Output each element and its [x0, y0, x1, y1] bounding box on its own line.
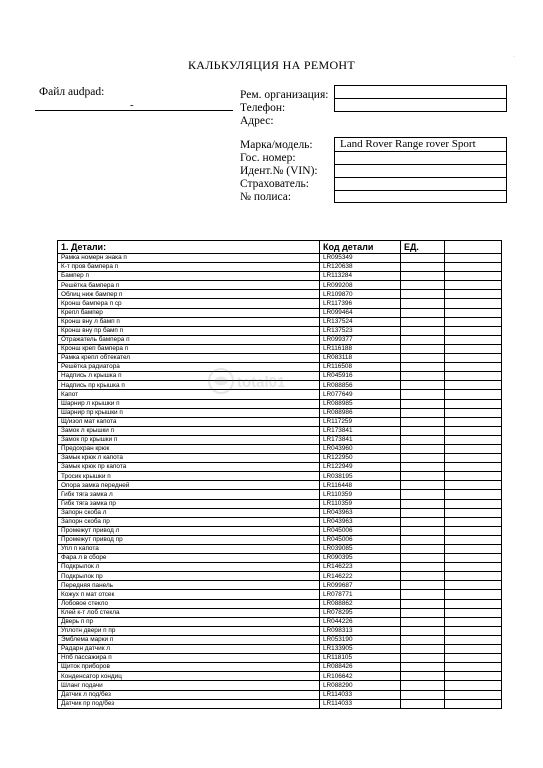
- unit-cell: [401, 317, 445, 326]
- part-code-cell: LR116188: [320, 344, 401, 353]
- unit-cell: [401, 554, 445, 563]
- part-name-cell: Облиц ниж бампер п: [58, 290, 320, 299]
- extra-cell: [445, 444, 502, 453]
- part-name-cell: Замок пр крышки п: [58, 435, 320, 444]
- table-row: [58, 663, 502, 672]
- policyholder-field[interactable]: [335, 178, 506, 191]
- part-name-cell: Шарнир л крышки п: [58, 399, 320, 408]
- table-row: [58, 699, 502, 708]
- part-name-cell: Радарн датчик л: [58, 645, 320, 654]
- extra-cell: [445, 508, 502, 517]
- table-row: [58, 590, 502, 599]
- unit-cell: [401, 472, 445, 481]
- header-parts: 1. Детали:: [58, 241, 320, 254]
- unit-cell: [401, 490, 445, 499]
- part-name-cell: Предохран крюк: [58, 444, 320, 453]
- extra-cell: [445, 454, 502, 463]
- header-extra: [445, 241, 502, 254]
- part-name-cell: Гибк тяга замка пр: [58, 499, 320, 508]
- unit-cell: [401, 599, 445, 608]
- extra-cell: [445, 663, 502, 672]
- part-code-cell: LR088986: [320, 408, 401, 417]
- table-row: [58, 672, 502, 681]
- extra-cell: [445, 626, 502, 635]
- table-row: [58, 408, 502, 417]
- table-row: [58, 472, 502, 481]
- part-code-cell: LR110359: [320, 499, 401, 508]
- part-code-cell: LR109870: [320, 290, 401, 299]
- part-code-cell: LR099687: [320, 581, 401, 590]
- extra-cell: [445, 372, 502, 381]
- unit-cell: [401, 645, 445, 654]
- part-name-cell: Капот: [58, 390, 320, 399]
- extra-cell: [445, 344, 502, 353]
- part-code-cell: LR098313: [320, 626, 401, 635]
- part-code-cell: LR110359: [320, 490, 401, 499]
- unit-cell: [401, 690, 445, 699]
- extra-cell: [445, 408, 502, 417]
- plate-label: Гос. номер:: [240, 152, 296, 164]
- unit-cell: [401, 408, 445, 417]
- unit-cell: [401, 381, 445, 390]
- part-name-cell: Замок л крышки п: [58, 426, 320, 435]
- part-name-cell: Клей к-т лоб стекла: [58, 608, 320, 617]
- document-title: КАЛЬКУЛЯЦИЯ НА РЕМОНТ: [187, 58, 356, 72]
- part-code-cell: LR099208: [320, 281, 401, 290]
- table-row: [58, 454, 502, 463]
- table-row: [58, 654, 502, 663]
- part-name-cell: Датчик л под/без: [58, 690, 320, 699]
- extra-cell: [445, 635, 502, 644]
- part-code-cell: LR137523: [320, 326, 401, 335]
- unit-cell: [401, 508, 445, 517]
- unit-cell: [401, 545, 445, 554]
- file-underline: [35, 110, 233, 111]
- unit-cell: [401, 526, 445, 535]
- part-code-cell: LR088426: [320, 663, 401, 672]
- part-code-cell: LR043963: [320, 508, 401, 517]
- part-name-cell: Эмблема марки п: [58, 635, 320, 644]
- parts-table-header: [58, 241, 502, 254]
- extra-cell: [445, 499, 502, 508]
- parts-table: [57, 240, 502, 709]
- table-row: [58, 481, 502, 490]
- page-marker: ·: [513, 54, 515, 60]
- extra-cell: [445, 399, 502, 408]
- part-code-cell: LR120638: [320, 263, 401, 272]
- part-name-cell: Надпись пр крышка п: [58, 381, 320, 390]
- part-code-cell: LR090395: [320, 554, 401, 563]
- table-row: [58, 254, 502, 263]
- extra-cell: [445, 526, 502, 535]
- part-name-cell: Запорн скоба л: [58, 508, 320, 517]
- extra-cell: [445, 554, 502, 563]
- extra-cell: [445, 608, 502, 617]
- part-code-cell: LR078771: [320, 590, 401, 599]
- part-name-cell: К-т пров бампера п: [58, 263, 320, 272]
- extra-cell: [445, 645, 502, 654]
- extra-cell: [445, 690, 502, 699]
- extra-cell: [445, 254, 502, 263]
- part-name-cell: Надпись л крышка п: [58, 372, 320, 381]
- extra-cell: [445, 590, 502, 599]
- part-code-cell: LR118105: [320, 654, 401, 663]
- extra-cell: [445, 390, 502, 399]
- unit-cell: [401, 290, 445, 299]
- table-row: [58, 599, 502, 608]
- extra-cell: [445, 599, 502, 608]
- watermark-logo: [207, 362, 317, 400]
- part-code-cell: LR043960: [320, 444, 401, 453]
- vin-label: Идент.№ (VIN):: [240, 165, 318, 177]
- part-name-cell: Передняя панель: [58, 581, 320, 590]
- table-row: [58, 526, 502, 535]
- extra-cell: [445, 263, 502, 272]
- table-row: [58, 317, 502, 326]
- part-code-cell: LR043963: [320, 517, 401, 526]
- unit-cell: [401, 335, 445, 344]
- header-part-code: Код детали: [320, 241, 401, 254]
- part-name-cell: Датчик пр под/без: [58, 699, 320, 708]
- part-code-cell: LR116508: [320, 363, 401, 372]
- part-name-cell: Рамка крепл обтекател: [58, 354, 320, 363]
- extra-cell: [445, 545, 502, 554]
- file-label: Файл audpad:: [39, 86, 105, 98]
- part-code-cell: LR077649: [320, 390, 401, 399]
- part-code-cell: LR122949: [320, 463, 401, 472]
- table-row: [58, 517, 502, 526]
- unit-cell: [401, 308, 445, 317]
- table-row: [58, 308, 502, 317]
- table-row: [58, 608, 502, 617]
- table-row: [58, 554, 502, 563]
- part-name-cell: Замык крюк л капота: [58, 454, 320, 463]
- unit-cell: [401, 263, 445, 272]
- part-code-cell: LR088862: [320, 599, 401, 608]
- part-name-cell: Рамка номерн знака п: [58, 254, 320, 263]
- unit-cell: [401, 699, 445, 708]
- unit-cell: [401, 581, 445, 590]
- unit-cell: [401, 454, 445, 463]
- part-name-cell: Крепл бампер: [58, 308, 320, 317]
- part-code-cell: LR116448: [320, 481, 401, 490]
- extra-cell: [445, 563, 502, 572]
- org-fields-box: [334, 85, 507, 112]
- unit-cell: [401, 444, 445, 453]
- repair-org-label: Рем. организация:: [240, 89, 329, 101]
- extra-cell: [445, 354, 502, 363]
- extra-cell: [445, 463, 502, 472]
- part-name-cell: Кронш вну пр бамп п: [58, 326, 320, 335]
- policy-number-label: № полиса:: [240, 191, 292, 203]
- extra-cell: [445, 363, 502, 372]
- extra-cell: [445, 326, 502, 335]
- table-row: [58, 281, 502, 290]
- part-code-cell: LR113284: [320, 272, 401, 281]
- table-row: [58, 681, 502, 690]
- extra-cell: [445, 281, 502, 290]
- unit-cell: [401, 399, 445, 408]
- plate-field[interactable]: [335, 152, 506, 165]
- table-row: [58, 617, 502, 626]
- unit-cell: [401, 426, 445, 435]
- address-label: Адрес:: [240, 115, 274, 127]
- part-name-cell: Тросик крышки п: [58, 472, 320, 481]
- table-row: [58, 581, 502, 590]
- extra-cell: [445, 672, 502, 681]
- unit-cell: [401, 299, 445, 308]
- extra-cell: [445, 335, 502, 344]
- table-row: [58, 508, 502, 517]
- part-name-cell: Решётка бампера п: [58, 281, 320, 290]
- unit-cell: [401, 272, 445, 281]
- unit-cell: [401, 354, 445, 363]
- part-name-cell: Кронш вну л бамп п: [58, 317, 320, 326]
- part-name-cell: Промежут привод пр: [58, 535, 320, 544]
- unit-cell: [401, 326, 445, 335]
- table-row: [58, 344, 502, 353]
- part-code-cell: LR106642: [320, 672, 401, 681]
- unit-cell: [401, 681, 445, 690]
- unit-cell: [401, 590, 445, 599]
- unit-cell: [401, 563, 445, 572]
- part-name-cell: Щ/изол мат капота: [58, 417, 320, 426]
- part-code-cell: LR044226: [320, 617, 401, 626]
- part-code-cell: LR039085: [320, 545, 401, 554]
- part-name-cell: Кожух п мат отсек: [58, 590, 320, 599]
- unit-cell: [401, 654, 445, 663]
- part-code-cell: LR095349: [320, 254, 401, 263]
- repair-org-field[interactable]: [335, 86, 506, 99]
- table-row: [58, 499, 502, 508]
- extra-cell: [445, 308, 502, 317]
- extra-cell: [445, 654, 502, 663]
- table-row: [58, 690, 502, 699]
- part-name-cell: Отражатель бампера п: [58, 335, 320, 344]
- extra-cell: [445, 272, 502, 281]
- extra-cell: [445, 426, 502, 435]
- part-code-cell: LR053190: [320, 635, 401, 644]
- unit-cell: [401, 572, 445, 581]
- table-row: [58, 645, 502, 654]
- part-code-cell: LR146223: [320, 563, 401, 572]
- part-code-cell: LR117259: [320, 417, 401, 426]
- part-code-cell: LR117396: [320, 299, 401, 308]
- unit-cell: [401, 517, 445, 526]
- table-row: [58, 563, 502, 572]
- part-code-cell: LR137524: [320, 317, 401, 326]
- part-name-cell: Гибк тяга замка л: [58, 490, 320, 499]
- part-code-cell: LR146222: [320, 572, 401, 581]
- unit-cell: [401, 635, 445, 644]
- table-row: [58, 635, 502, 644]
- unit-cell: [401, 463, 445, 472]
- part-name-cell: Кронш бампера п ср: [58, 299, 320, 308]
- policy-number-field[interactable]: [335, 191, 506, 202]
- part-code-cell: LR122950: [320, 454, 401, 463]
- table-row: [58, 463, 502, 472]
- table-row: [58, 417, 502, 426]
- table-row: [58, 572, 502, 581]
- extra-cell: [445, 517, 502, 526]
- unit-cell: [401, 481, 445, 490]
- unit-cell: [401, 372, 445, 381]
- part-name-cell: Шарнир пр крышки п: [58, 408, 320, 417]
- extra-cell: [445, 481, 502, 490]
- extra-cell: [445, 435, 502, 444]
- part-code-cell: LR114033: [320, 690, 401, 699]
- unit-cell: [401, 435, 445, 444]
- extra-cell: [445, 572, 502, 581]
- extra-cell: [445, 299, 502, 308]
- extra-cell: [445, 581, 502, 590]
- part-name-cell: Решётка радиатора: [58, 363, 320, 372]
- extra-cell: [445, 699, 502, 708]
- table-row: [58, 435, 502, 444]
- part-name-cell: Дверь п пр: [58, 617, 320, 626]
- part-name-cell: Нпб пассажира п: [58, 654, 320, 663]
- part-name-cell: Лобовое стекло: [58, 599, 320, 608]
- part-code-cell: LR088290: [320, 681, 401, 690]
- make-model-field[interactable]: Land Rover Range rover Sport: [335, 138, 506, 152]
- phone-field[interactable]: [335, 99, 506, 111]
- vin-field[interactable]: [335, 165, 506, 178]
- extra-cell: [445, 417, 502, 426]
- extra-cell: [445, 681, 502, 690]
- unit-cell: [401, 608, 445, 617]
- table-row: [58, 272, 502, 281]
- extra-cell: [445, 290, 502, 299]
- table-row: [58, 626, 502, 635]
- part-name-cell: Упл п капота: [58, 545, 320, 554]
- part-code-cell: LR083118: [320, 354, 401, 363]
- table-row: [58, 326, 502, 335]
- table-row: [58, 399, 502, 408]
- extra-cell: [445, 317, 502, 326]
- part-name-cell: Шланг подачи: [58, 681, 320, 690]
- vehicle-fields-box: [334, 137, 507, 203]
- policyholder-label: Страхователь:: [240, 178, 309, 190]
- make-model-label: Марка/модель:: [240, 139, 313, 151]
- table-row: [58, 545, 502, 554]
- file-value: -: [130, 99, 134, 111]
- part-code-cell: LR173841: [320, 426, 401, 435]
- part-code-cell: LR114033: [320, 699, 401, 708]
- unit-cell: [401, 254, 445, 263]
- unit-cell: [401, 672, 445, 681]
- extra-cell: [445, 381, 502, 390]
- part-name-cell: Замык крюк пр капота: [58, 463, 320, 472]
- phone-label: Телефон:: [240, 102, 286, 114]
- part-name-cell: Щиток приборов: [58, 663, 320, 672]
- part-code-cell: LR099377: [320, 335, 401, 344]
- part-code-cell: LR045006: [320, 526, 401, 535]
- unit-cell: [401, 499, 445, 508]
- table-row: [58, 263, 502, 272]
- part-name-cell: Опора замка передней: [58, 481, 320, 490]
- table-row: [58, 535, 502, 544]
- table-row: [58, 290, 502, 299]
- unit-cell: [401, 417, 445, 426]
- part-code-cell: LR088856: [320, 381, 401, 390]
- part-name-cell: Подкрылок л: [58, 563, 320, 572]
- part-name-cell: Запорн скоба пр: [58, 517, 320, 526]
- unit-cell: [401, 617, 445, 626]
- extra-cell: [445, 535, 502, 544]
- unit-cell: [401, 535, 445, 544]
- table-row: [58, 490, 502, 499]
- unit-cell: [401, 281, 445, 290]
- unit-cell: [401, 344, 445, 353]
- extra-cell: [445, 472, 502, 481]
- part-name-cell: Уплотн двери п пр: [58, 626, 320, 635]
- part-code-cell: LR078295: [320, 608, 401, 617]
- watermark-text: total01: [237, 374, 286, 391]
- header-unit: ЕД.: [401, 241, 445, 254]
- part-code-cell: LR099464: [320, 308, 401, 317]
- part-code-cell: LR045916: [320, 372, 401, 381]
- part-name-cell: Фара л в сборе: [58, 554, 320, 563]
- part-name-cell: Подкрылок пр: [58, 572, 320, 581]
- part-code-cell: LR045006: [320, 535, 401, 544]
- part-name-cell: Промежут привод л: [58, 526, 320, 535]
- unit-cell: [401, 390, 445, 399]
- part-name-cell: Бампер п: [58, 272, 320, 281]
- unit-cell: [401, 363, 445, 372]
- part-code-cell: LR038195: [320, 472, 401, 481]
- extra-cell: [445, 617, 502, 626]
- unit-cell: [401, 626, 445, 635]
- unit-cell: [401, 663, 445, 672]
- part-code-cell: LR133905: [320, 645, 401, 654]
- part-name-cell: Конденсатор кондиц: [58, 672, 320, 681]
- table-row: [58, 335, 502, 344]
- table-row: [58, 444, 502, 453]
- part-code-cell: LR088985: [320, 399, 401, 408]
- table-row: [58, 299, 502, 308]
- table-row: [58, 426, 502, 435]
- extra-cell: [445, 490, 502, 499]
- part-name-cell: Кронш креп бампера п: [58, 344, 320, 353]
- part-code-cell: LR173841: [320, 435, 401, 444]
